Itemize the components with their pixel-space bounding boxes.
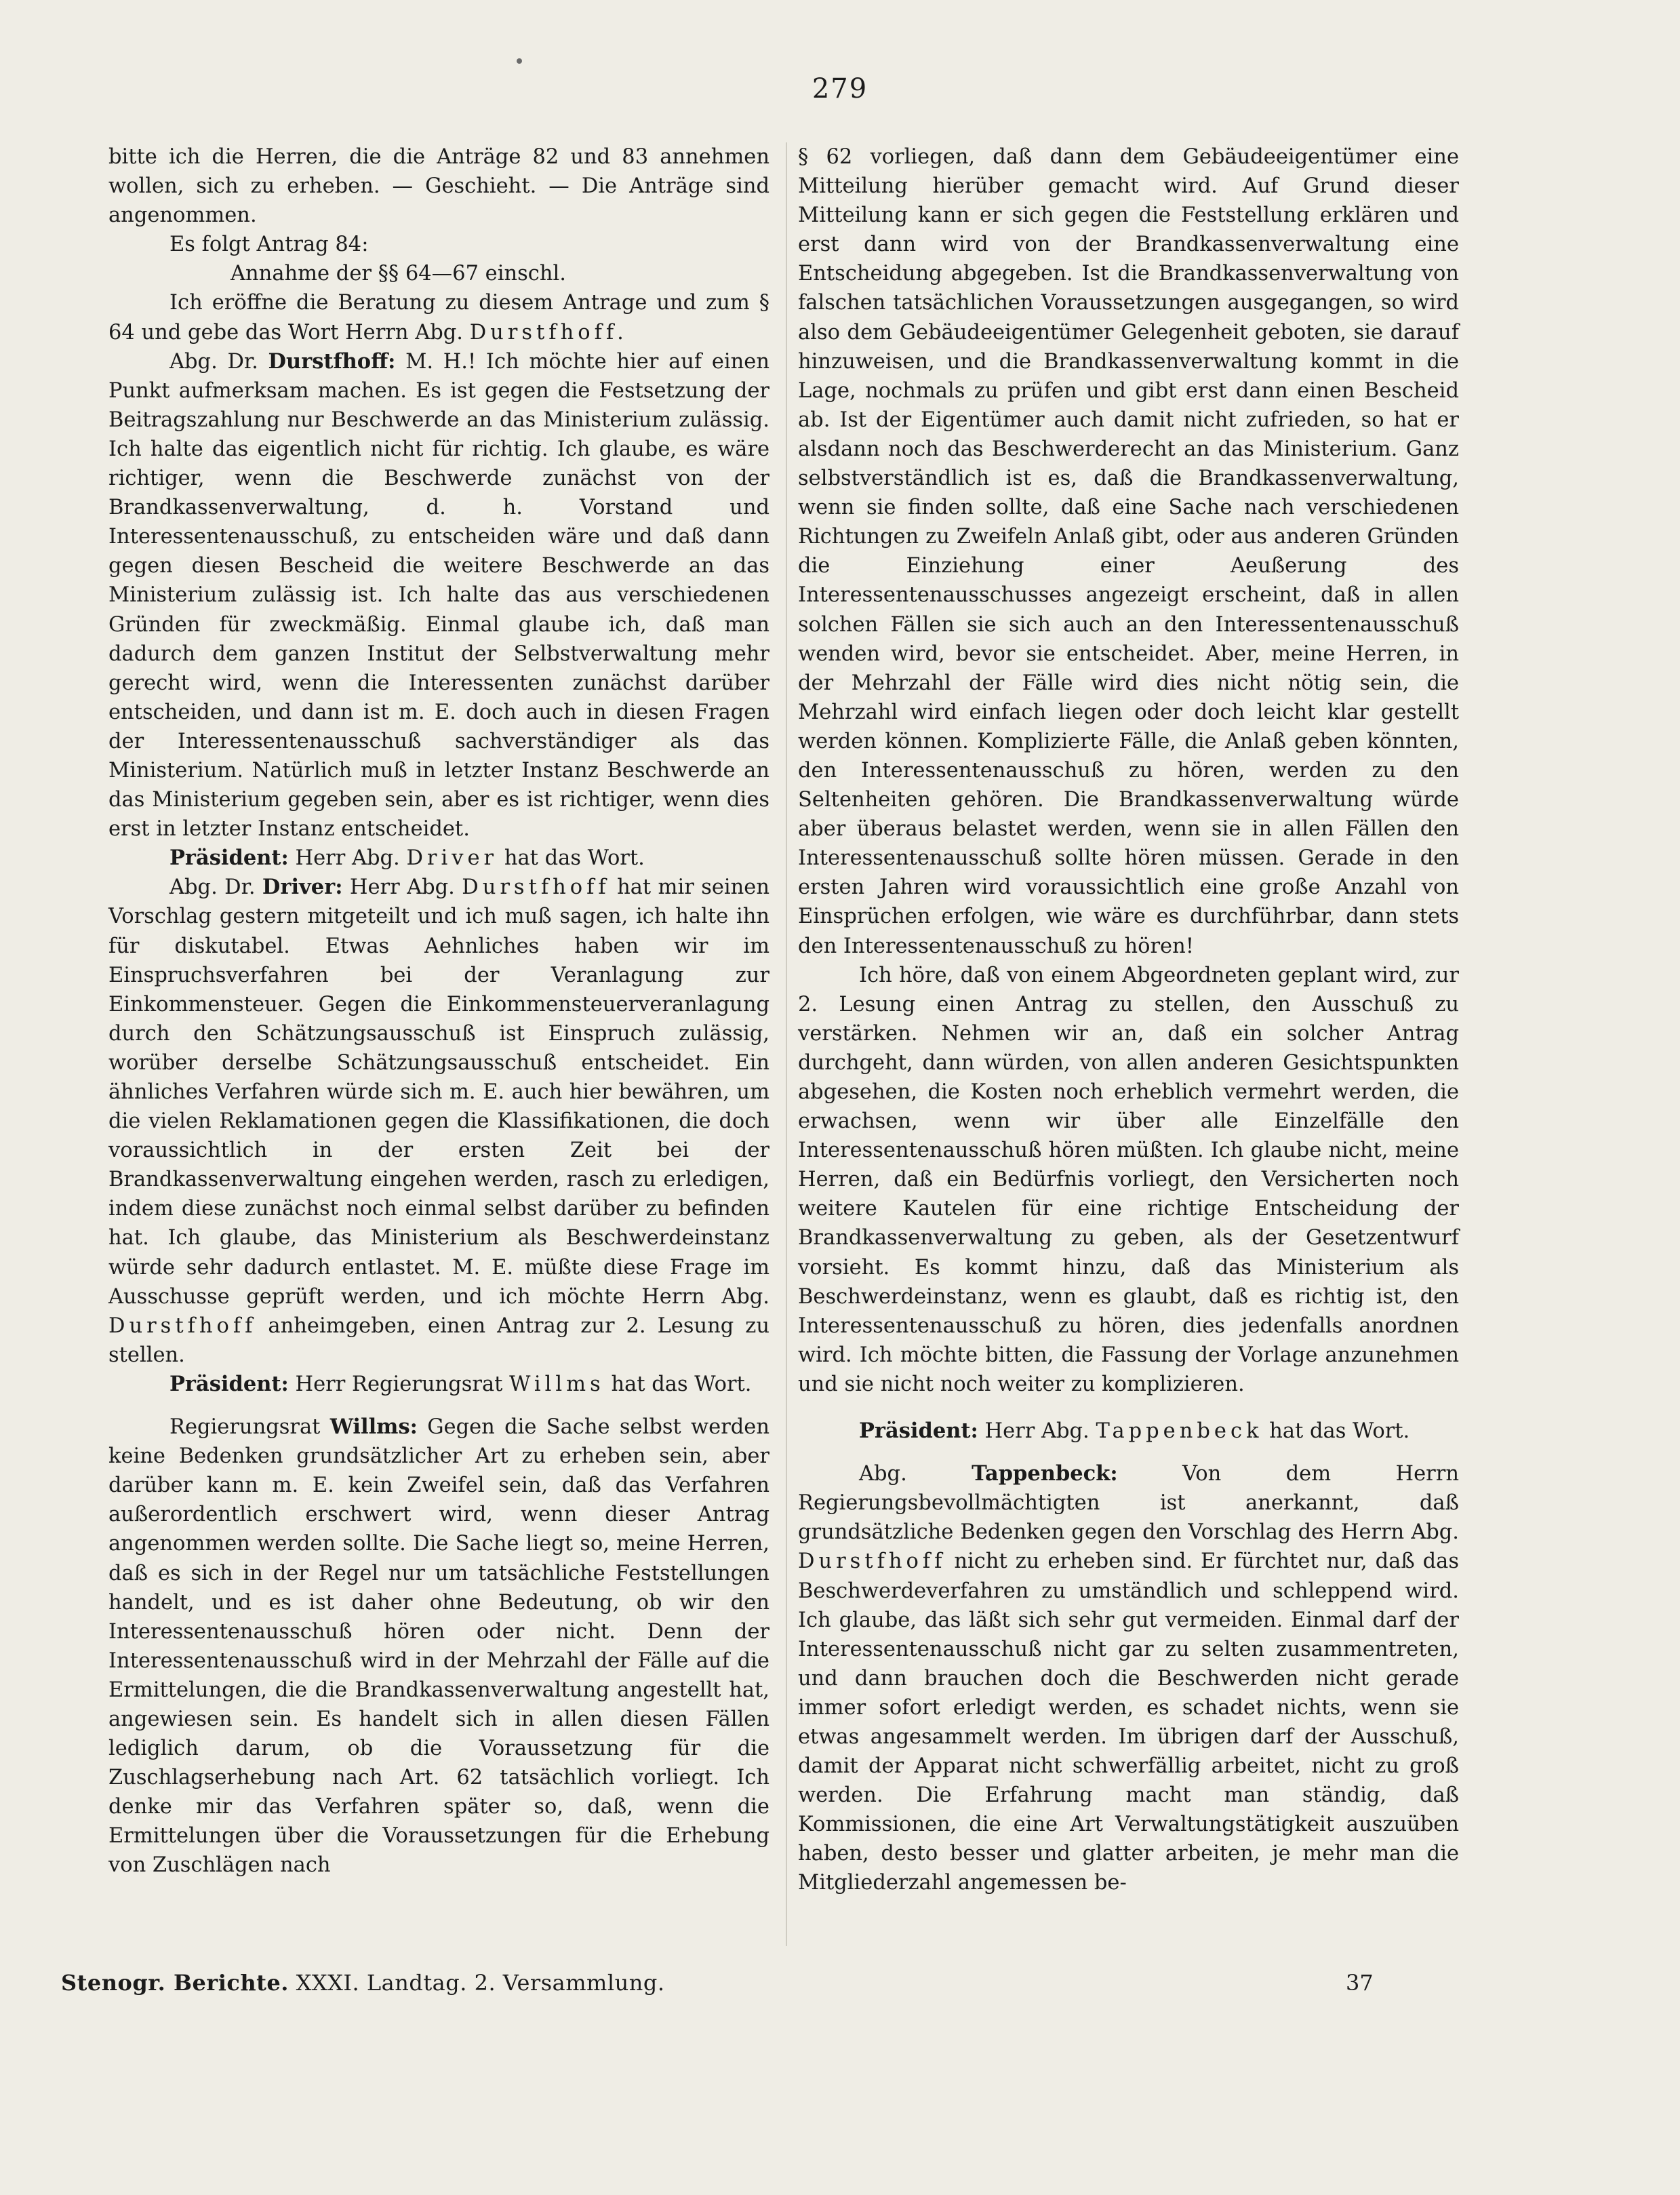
speaker-label: Durstfhoff: — [268, 349, 396, 374]
paragraph: Es folgt Antrag 84: — [169, 233, 369, 257]
speaker-name: Durstfhoff — [108, 1313, 257, 1338]
publication-name: Stenogr. Berichte. — [61, 1970, 289, 1996]
speaker-title: Abg. — [859, 1462, 907, 1486]
page-number: 279 — [812, 73, 868, 104]
speaker-name: Willms — [509, 1372, 605, 1396]
remark-text: Herr Abg. — [295, 846, 400, 871]
speaker-name: Driver — [406, 846, 498, 871]
ink-speck — [517, 58, 522, 64]
speaker-name: Tappenbeck — [1096, 1419, 1263, 1444]
paragraph: Ich höre, daß von einem Abgeordneten geplant wird, zur 2. Lesung einen Antrag zu stellen, den Ausschuß zu verstärken. Nehmen wir an, daß ein solcher Antrag durchgeht, dann würden, von allen anderen Gesichtspunkten abgesehen, die Kosten noch erheblich vermehrt werden, die erwachsen, wenn wir über alle Einzelfälle den Interessentenausschuß hören müßten. Ich glaube nicht, meine Herren, daß ein Bedürfnis vorliegt, den Versicherten noch weitere Kautelen für eine richtige Entscheidung der Brandkassenverwaltung zu geben, als der Gesetzentwurf vorsieht. Es kommt hinzu, daß das Ministerium als Beschwerdeinstanz, wenn es glaubt, daß es richtig ist, den Interessentenausschuß zu hören, dies jedenfalls anordnen wird. Ich möchte bitten, die Fassung der Vorlage anzunehmen und sie nicht noch weiter zu komplizieren. — [798, 963, 1459, 1396]
paragraph — [108, 288, 769, 347]
speaker-label: Präsident: — [169, 1371, 289, 1396]
speaker-label: Tappenbeck: — [972, 1461, 1118, 1486]
right-column — [798, 142, 1459, 1898]
speaker-name: Durstfhoff — [462, 875, 610, 900]
speech — [108, 873, 769, 1370]
speaker-title: Regierungsrat — [169, 1415, 321, 1440]
column-gutter — [786, 142, 787, 1946]
speech-text: hat mir seinen Vorschlag gestern mitgeteilt und ich muß sagen, ich halte ihn für diskutabel. Etwas Aehnliches haben wir im Einspruchsverfahren bei der Veranlagung zur Einkommensteuer. Gegen die Einkommensteuerveranlagung durch den Schätzungsausschuß ist Einspruch zulässig, worüber derselbe Schätzungsausschuß entscheidet. Ein ähnliches Verfahren würde sich m. E. auch hier bewähren, um die vielen Reklamationen gegen die Klassifikationen, die doch voraussichtlich in der ersten Zeit bei der Brandkassenverwaltung eingehen werden, rasch zu erledigen, indem diese zunächst noch einmal selbst darüber zu befinden hat. Ich glaube, das Ministerium als Beschwerdeinstanz würde sehr dadurch entlastet. M. E. müßte diese Frage im Ausschusse geprüft werden, und ich möchte Herrn Abg. — [108, 875, 769, 1309]
footer-title — [61, 1970, 664, 1996]
speaker-title: Abg. Dr. — [169, 875, 256, 900]
speech-text: Von dem Herrn Regierungsbevollmächtigten ist anerkannt, daß grundsätzliche Bedenken gegen den Vorschlag des Herrn Abg. — [798, 1462, 1459, 1545]
paragraph: § 62 vorliegen, daß dann dem Gebäudeeigentümer eine Mitteilung hierüber gemacht wird. Auf Grund dieser Mitteilung kann er sich gegen die Feststellung erklären und erst dann wird von der Brandkassenverwaltung eine Entscheidung abgegeben. Ist die Brandkassenverwaltung von falschen tatsächlichen Voraussetzungen ausgegangen, so wird also dem Gebäudeeigentümer Gelegenheit geboten, sie darauf hinzuweisen, und die Brandkassenverwaltung kommt in die Lage, nochmals zu prüfen und gibt erst dann einen Bescheid ab. Ist der Eigentümer auch damit nicht zufrieden, so hat er alsdann noch das Beschwerderecht an das Ministerium. Ganz selbstverständlich ist es, daß die Brandkassenverwaltung, wenn sie finden sollte, daß eine Sache nach verschiedenen Richtungen zu Zweifeln Anlaß gibt, oder aus anderen Gründen die Einziehung einer Aeußerung des Interessentenausschusses angezeigt erscheint, daß in allen solchen Fällen sie sich auch an den Interessentenausschuß wenden wird, bevor sie entscheidet. Aber, meine Herren, in der Mehrzahl der Fälle wird dies nicht nötig sein, die Mehrzahl wird einfach liegen oder doch leicht klar gestellt werden können. Komplizierte Fälle, die Anlaß geben könnten, den Interessentenausschuß zu hören, werden zu den Seltenheiten gehören. Die Brandkassenverwaltung würde aber überaus belastet werden, wenn sie in allen Fällen den Interessentenausschuß sollte hören müssen. Gerade in den ersten Jahren wird voraussichtlich eine große Anzahl von Einsprüchen erfolgen, wie wäre es durchführbar, dann stets den Interessentenausschuß zu hören! — [798, 145, 1459, 958]
speech-text: nicht zu erheben sind. Er fürchtet nur, daß das Beschwerdeverfahren zu umständlich und schleppend wird. Ich glaube, das läßt sich sehr gut vermeiden. Einmal darf der Interessentenausschuß nicht gar zu selten zusammentreten, und dann brauchen doch die Beschwerden nicht gerade immer sofort erledigt werden, es schadet nichts, wenn sie etwas angesammelt werden. Im übrigen darf der Ausschuß, damit der Apparat nicht schwerfällig arbeitet, nicht zu groß werden. Die Erfahrung macht man ständig, daß Kommissionen, die eine Art Verwaltungstätigkeit auszuüben haben, desto besser und glatter arbeiten, je mehr man die Mitgliederzahl angemessen be- — [798, 1549, 1459, 1895]
presiding-remark — [108, 844, 769, 873]
speaker-name: Durstfhoff. — [469, 320, 628, 344]
paragraph-text: Ich eröffne die Beratung zu diesem Antrage und zum § 64 und gebe das Wort Herrn Abg. — [108, 291, 769, 344]
speech-text: anheimgeben, einen Antrag zur 2. Lesung zu stellen. — [108, 1313, 769, 1367]
speech — [108, 347, 769, 844]
session-name: XXXI. Landtag. 2. Versammlung. — [296, 1970, 665, 1996]
speaker-label: Willms: — [329, 1415, 418, 1440]
speaker-label: Driver: — [262, 875, 343, 900]
speech — [108, 1412, 769, 1880]
speech-text: M. H.! Ich möchte hier auf einen Punkt aufmerksam machen. Es ist gegen die Festsetzung der Beitragszahlung nur Beschwerde an das Ministerium zulässig. Ich halte das eigentlich nicht für richtig. Ich glaube, es wäre richtiger, wenn die Beschwerde zunächst von der Brandkassenverwaltung, d. h. Vorstand und Interessentenausschuß, zu entscheiden wäre und daß dann gegen diesen Bescheid die weitere Beschwerde an das Ministerium zulässig ist. Ich halte das aus verschiedenen Gründen für zweckmäßig. Einmal glaube ich, daß man dadurch dem ganzen Institut der Selbstverwaltung mehr gerecht wird, wenn die Interessenten zunächst darüber entscheiden, und dann ist m. E. doch auch in diesen Fragen der Interessentenausschuß sachverständiger als das Ministerium. Natürlich muß in letzter Instanz Beschwerde an das Ministerium gegeben sein, aber es ist richtiger, wenn dies erst in letzter Instanz entscheidet. — [108, 349, 769, 842]
signature-mark: 37 — [1346, 1970, 1374, 1996]
presiding-remark — [108, 1370, 769, 1399]
speech — [798, 1459, 1459, 1897]
speaker-label: Präsident: — [169, 846, 289, 871]
speaker-title: Abg. Dr. — [169, 349, 258, 374]
speech-text: Gegen die Sache selbst werden keine Bedenken grundsätzlicher Art zu erheben sein, aber darüber kann m. E. kein Zweifel sein, daß das Verfahren außerordentlich erschwert wird, wenn dieser Antrag angenommen werden sollte. Die Sache liegt so, meine Herren, daß es sich in der Regel nur um tatsächliche Feststellungen handelt, und es ist daher ohne Bedeutung, ob wir den Interessentenausschuß hören oder nicht. Denn der Interessentenausschuß wird in der Mehrzahl der Fälle auf die Ermittelungen, die die Brandkassenverwaltung angestellt hat, angewiesen sein. Es handelt sich in allen diesen Fällen lediglich darum, ob die Voraussetzung für die Zuschlagserhebung nach Art. 62 tatsächlich vorliegt. Ich denke mir das Verfahren später so, daß, wenn die Ermittelungen über die Voraussetzungen für die Erhebung von Zuschlägen nach — [108, 1415, 769, 1878]
left-column — [108, 142, 769, 1880]
speaker-name: Durstfhoff — [798, 1549, 946, 1574]
paragraph: bitte ich die Herren, die die Anträge 82 und 83 annehmen wollen, sich zu erheben. — Geschieht. — Die Anträge sind angenommen. — [108, 145, 769, 228]
presiding-remark — [798, 1417, 1459, 1446]
remark-text: hat das Wort. — [611, 1372, 752, 1396]
remark-text: Herr Abg. — [984, 1419, 1089, 1444]
speech-text: Herr Abg. — [349, 875, 455, 900]
remark-text: hat das Wort. — [1269, 1419, 1410, 1444]
remark-text: hat das Wort. — [504, 846, 645, 871]
motion-text: Annahme der §§ 64—67 einschl. — [231, 262, 566, 286]
speaker-label: Präsident: — [859, 1419, 978, 1444]
remark-text: Herr Regierungsrat — [295, 1372, 503, 1396]
